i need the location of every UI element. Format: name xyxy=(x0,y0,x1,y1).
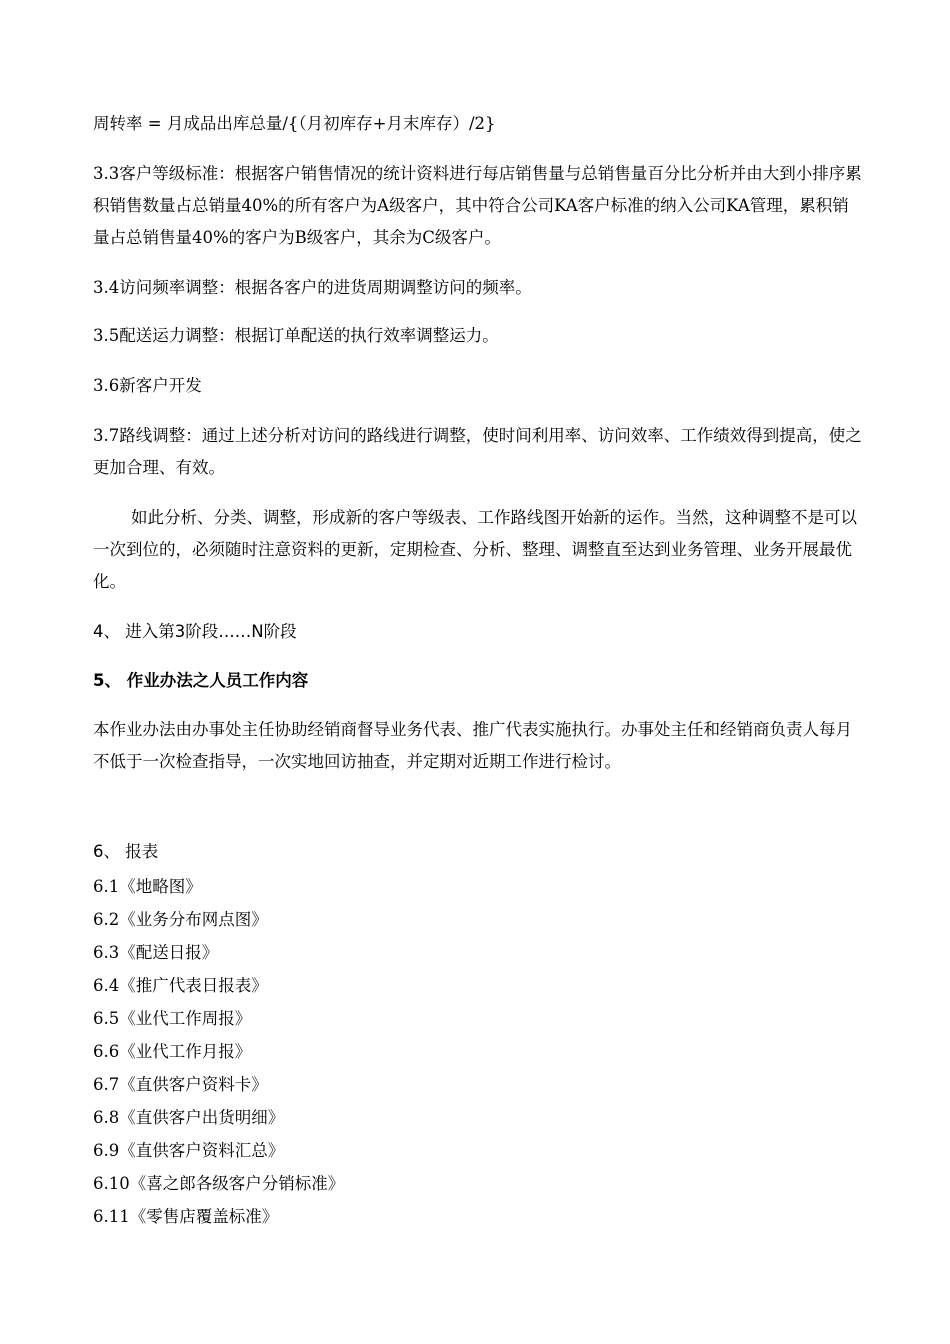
report-item: 6.8《直供客户出货明细》 xyxy=(93,1108,285,1127)
heading-4: 4、 进入第3阶段……N阶段 xyxy=(93,622,297,641)
section-3-3: 3.3客户等级标准：根据客户销售情况的统计资料进行每店销售量与总销售量百分比分析并由大到小排序累积销售数量占总销量40%的所有客户为A级客户，其中符合公司KA客户标准的纳入公司KA管理，累积销量占总销售量40%的客户为B级客户，其余为C级客户。 xyxy=(93,164,862,247)
section-3-6: 3.6新客户开发 xyxy=(93,376,202,395)
section-3-5: 3.5配送运力调整：根据订单配送的执行效率调整运力。 xyxy=(93,326,499,345)
report-item: 6.7《直供客户资料卡》 xyxy=(93,1075,268,1094)
heading-5: 5、 作业办法之人员工作内容 xyxy=(93,671,309,690)
report-item: 6.4《推广代表日报表》 xyxy=(93,976,268,995)
report-item: 6.11《零售店覆盖标准》 xyxy=(93,1207,279,1226)
report-item: 6.6《业代工作月报》 xyxy=(93,1042,252,1061)
report-item: 6.3《配送日报》 xyxy=(93,943,219,962)
report-item: 6.5《业代工作周报》 xyxy=(93,1009,252,1028)
report-item: 6.2《业务分布网点图》 xyxy=(93,910,268,929)
summary-paragraph: 如此分析、分类、调整，形成新的客户等级表、工作路线图开始新的运作。当然，这种调整不是可以一次到位的，必须随时注意资料的更新，定期检查、分析、整理、调整直至达到业务管理、业务开展最优化。 xyxy=(93,508,857,591)
heading-6: 6、 报表 xyxy=(93,842,159,861)
report-list xyxy=(93,870,693,1233)
section-5-body: 本作业办法由办事处主任协助经销商督导业务代表、推广代表实施执行。办事处主任和经销商负责人每月不低于一次检查指导，一次实地回访抽查，并定期对近期工作进行检讨。 xyxy=(93,720,852,771)
section-3-4: 3.4访问频率调整：根据各客户的进货周期调整访问的频率。 xyxy=(93,278,532,297)
turnover-formula: 周转率 = 月成品出库总量/{（月初库存+月末库存）/2} xyxy=(93,114,496,133)
report-item: 6.10《喜之郎各级客户分销标准》 xyxy=(93,1174,345,1193)
report-item: 6.1《地略图》 xyxy=(93,877,202,896)
section-3-7: 3.7路线调整：通过上述分析对访问的路线进行调整，使时间利用率、访问效率、工作绩效得到提高，使之更加合理、有效。 xyxy=(93,426,862,477)
report-item: 6.9《直供客户资料汇总》 xyxy=(93,1141,285,1160)
